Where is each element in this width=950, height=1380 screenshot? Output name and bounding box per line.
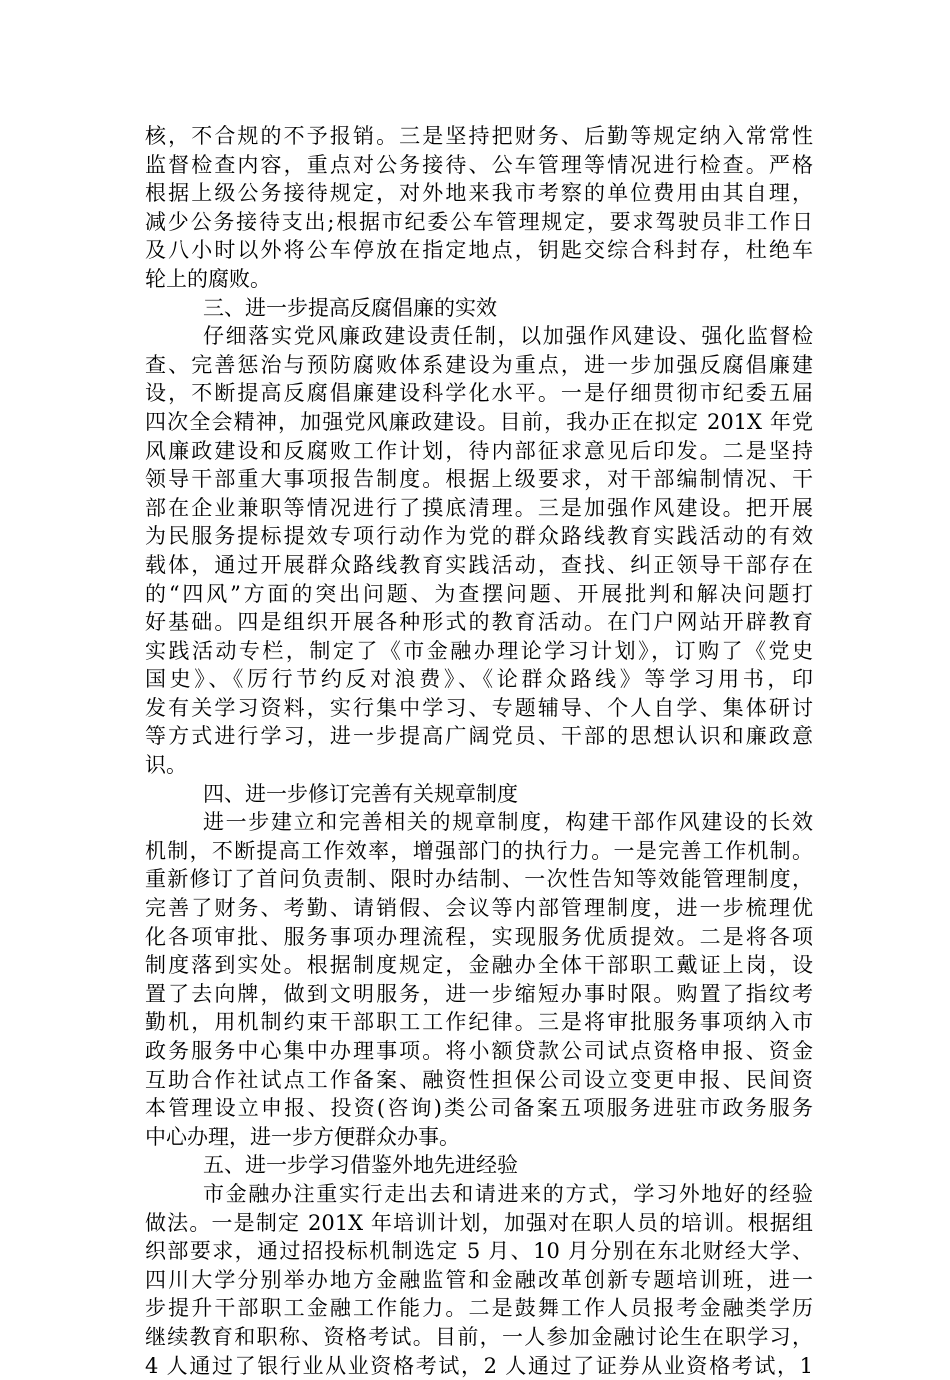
text-line: 互助合作社试点工作备案、融资性担保公司设立变更申报、民间资: [145, 1067, 813, 1092]
text-line: 为民服务提标提效专项行动作为党的群众路线教育实践活动的有效: [145, 524, 813, 549]
text-line: 政务服务中心集中办理事项。将小额贷款公司试点资格申报、资金: [145, 1039, 813, 1063]
text-line: 好基础。四是组织开展各种形式的教育活动。在门户网站开辟教育: [145, 610, 813, 635]
text-line: 根据上级公务接待规定，对外地来我市考察的单位费用由其自理，: [145, 181, 813, 206]
text-line: 本管理设立申报、投资(咨询)类公司备案五项服务进驻市政务服务: [145, 1096, 813, 1121]
text-line: 领导干部重大事项报告制度。根据上级要求，对干部编制情况、干: [145, 467, 813, 492]
text-line: 实践活动专栏，制定了《市金融办理论学习计划》，订购了《党史: [145, 638, 813, 663]
section-heading: 五、进一步学习借鉴外地先进经验: [203, 1153, 518, 1178]
section-heading: 三、进一步提高反腐倡廉的实效: [203, 295, 497, 320]
text-line: 机制，不断提高工作效率，增强部门的执行力。一是完善工作机制。: [145, 838, 813, 863]
text-line: 国史》、《厉行节约反对浪费》、《论群众路线》等学习用书，印: [145, 667, 813, 692]
text-line: 风廉政建设和反腐败工作计划，待内部征求意见后印发。二是坚持: [145, 438, 813, 463]
text-line: 监督检查内容，重点对公务接待、公车管理等情况进行检查。严格: [145, 152, 813, 177]
text-line: 核，不合规的不予报销。三是坚持把财务、后勤等规定纳入常常性: [145, 124, 813, 148]
text-line: 勤机，用机制约束干部职工工作纪律。三是将审批服务事项纳入市: [145, 1010, 813, 1035]
text-line: 发有关学习资料，实行集中学习、专题辅导、个人自学、集体研讨: [145, 695, 813, 720]
document-body: [145, 122, 813, 1380]
text-line: 4 人通过了银行业从业资格考试，2 人通过了证券从业资格考试，1: [145, 1353, 813, 1378]
text-line: 重新修订了首问负责制、限时办结制、一次性告知等效能管理制度，: [145, 867, 813, 892]
text-line: 置了去向牌，做到文明服务，进一步缩短办事时限。购置了指纹考: [145, 981, 813, 1006]
text-line: 织部要求，通过招投标机制选定 5 月、10 月分别在东北财经大学、: [145, 1239, 813, 1264]
paragraph: [145, 808, 813, 1151]
text-line: 轮上的腐败。: [145, 266, 271, 291]
text-line: 的“四风”方面的突出问题、为查摆问题、开展批判和解决问题打: [145, 581, 813, 606]
text-line: 市金融办注重实行走出去和请进来的方式，学习外地好的经验: [203, 1181, 813, 1206]
text-line: 化各项审批、服务事项办理流程，实现服务优质提效。二是将各项: [145, 924, 813, 949]
text-line: 设，不断提高反腐倡廉建设科学化水平。一是仔细贯彻市纪委五届: [145, 381, 813, 406]
text-line: 进一步建立和完善相关的规章制度，构建干部作风建设的长效: [203, 810, 813, 835]
text-line: 继续教育和职称、资格考试。目前，一人参加金融讨论生在职学习，: [145, 1324, 813, 1349]
text-line: 等方式进行学习，进一步提高广阔党员、干部的思想认识和廉政意: [145, 724, 813, 749]
paragraph: [145, 1180, 813, 1380]
text-line: 步提升干部职工金融工作能力。二是鼓舞工作人员报考金融类学历: [145, 1296, 813, 1321]
section-heading: 四、进一步修订完善有关规章制度: [203, 781, 518, 806]
text-line: 四川大学分别举办地方金融监管和金融改革创新专题培训班，进一: [145, 1267, 813, 1292]
text-line: 仔细落实党风廉政建设责任制，以加强作风建设、强化监督检: [203, 324, 813, 349]
text-line: 部在企业兼职等情况进行了摸底清理。三是加强作风建设。把开展: [145, 495, 813, 520]
text-line: 中心办理，进一步方便群众办事。: [145, 1124, 460, 1149]
text-line: 识。: [145, 753, 187, 778]
paragraph: [145, 122, 813, 294]
text-line: 做法。一是制定 201X 年培训计划，加强对在职人员的培训。根据组: [145, 1210, 813, 1235]
text-line: 查、完善惩治与预防腐败体系建设为重点，进一步加强反腐倡廉建: [145, 352, 813, 377]
text-line: 载体，通过开展群众路线教育实践活动，查找、纠正领导干部存在: [145, 552, 813, 577]
paragraph: [145, 322, 813, 780]
text-line: 完善了财务、考勤、请销假、会议等内部管理制度，进一步梳理优: [145, 896, 813, 921]
text-line: 四次全会精神，加强党风廉政建设。目前，我办正在拟定 201X 年党: [145, 409, 813, 434]
text-line: 减少公务接待支出;根据市纪委公车管理规定，要求驾驶员非工作日: [145, 209, 813, 234]
text-line: 制度落到实处。根据制度规定，金融办全体干部职工戴证上岗，设: [145, 953, 813, 978]
text-line: 及八小时以外将公车停放在指定地点，钥匙交综合科封存，杜绝车: [145, 238, 813, 263]
